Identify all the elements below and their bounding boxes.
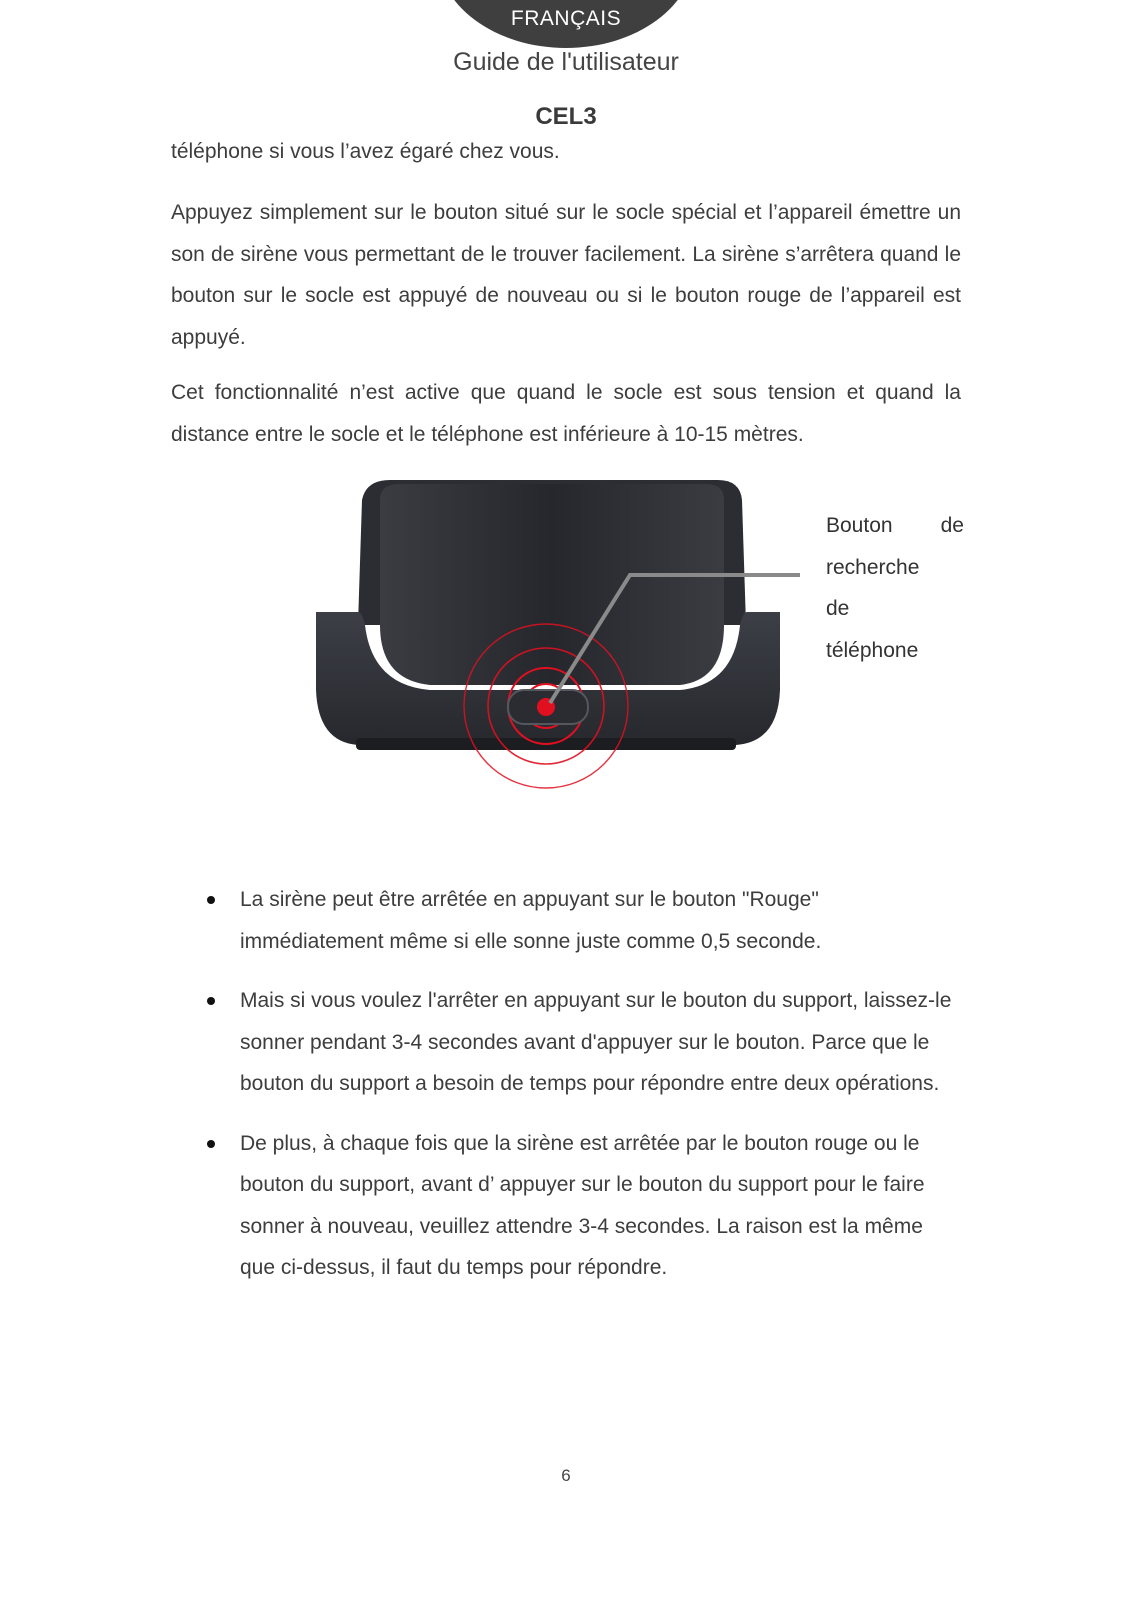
notes-list <box>202 879 962 1307</box>
cradle-illustration <box>310 480 800 820</box>
guide-title: Guide de l'utilisateur <box>453 48 679 76</box>
list-item-text: De plus, à chaque fois que la sirène est arrêtée par le bouton rouge ou le bouton du support, avant d’ appuyer sur le bouton du support pour le faire sonner à nouveau, veuillez attendre 3-4 secondes. La raison est la même que ci-dessus, il faut du temps pour répondre. <box>240 1131 925 1279</box>
list-item-text: Mais si vous voulez l'arrêter en appuyant sur le bouton du support, laissez-le sonner pendant 3-4 secondes avant d'appuyer sur le bouton. Parce que le bouton du support a besoin de temps pour répondre entre deux opérations. <box>240 989 952 1095</box>
bullet-icon <box>207 1140 215 1148</box>
bullet-icon <box>207 896 215 904</box>
callout-label <box>826 505 964 671</box>
callout-line-3: de <box>826 597 850 620</box>
language-label: FRANÇAIS <box>510 7 622 30</box>
callout-line-1: Bouton de <box>826 514 964 537</box>
bullet-icon <box>207 997 215 1005</box>
list-item <box>202 980 962 1105</box>
list-item <box>202 879 962 962</box>
paragraph-instructions: Appuyez simplement sur le bouton situé sur le socle spécial et l’appareil émettre un son de sirène vous permettant de le trouver facilement. La sirène s’arrêtera quand le bouton sur le socle est appuyé de nouveau ou si le bouton rouge de l’appareil est appuyé. <box>171 201 961 349</box>
paragraph-conditions: Cet fonctionnalité n’est active que quand le socle est sous tension et quand la distance entre le socle et le téléphone est inférieure à 10-15 mètres. <box>171 381 961 446</box>
phone-body <box>380 484 724 685</box>
page-number: 6 <box>561 1466 571 1485</box>
callout-line-4: téléphone <box>826 638 919 662</box>
list-item-text: La sirène peut être arrêtée en appuyant sur le bouton "Rouge" immédiatement même si elle sonne juste comme 0,5 seconde. <box>240 888 822 953</box>
callout-line-2: recherche <box>826 555 920 579</box>
paragraph-continuation: téléphone si vous l’avez égaré chez vous. <box>171 140 560 163</box>
list-item <box>202 1123 962 1289</box>
model-name: CEL3 <box>535 103 597 130</box>
